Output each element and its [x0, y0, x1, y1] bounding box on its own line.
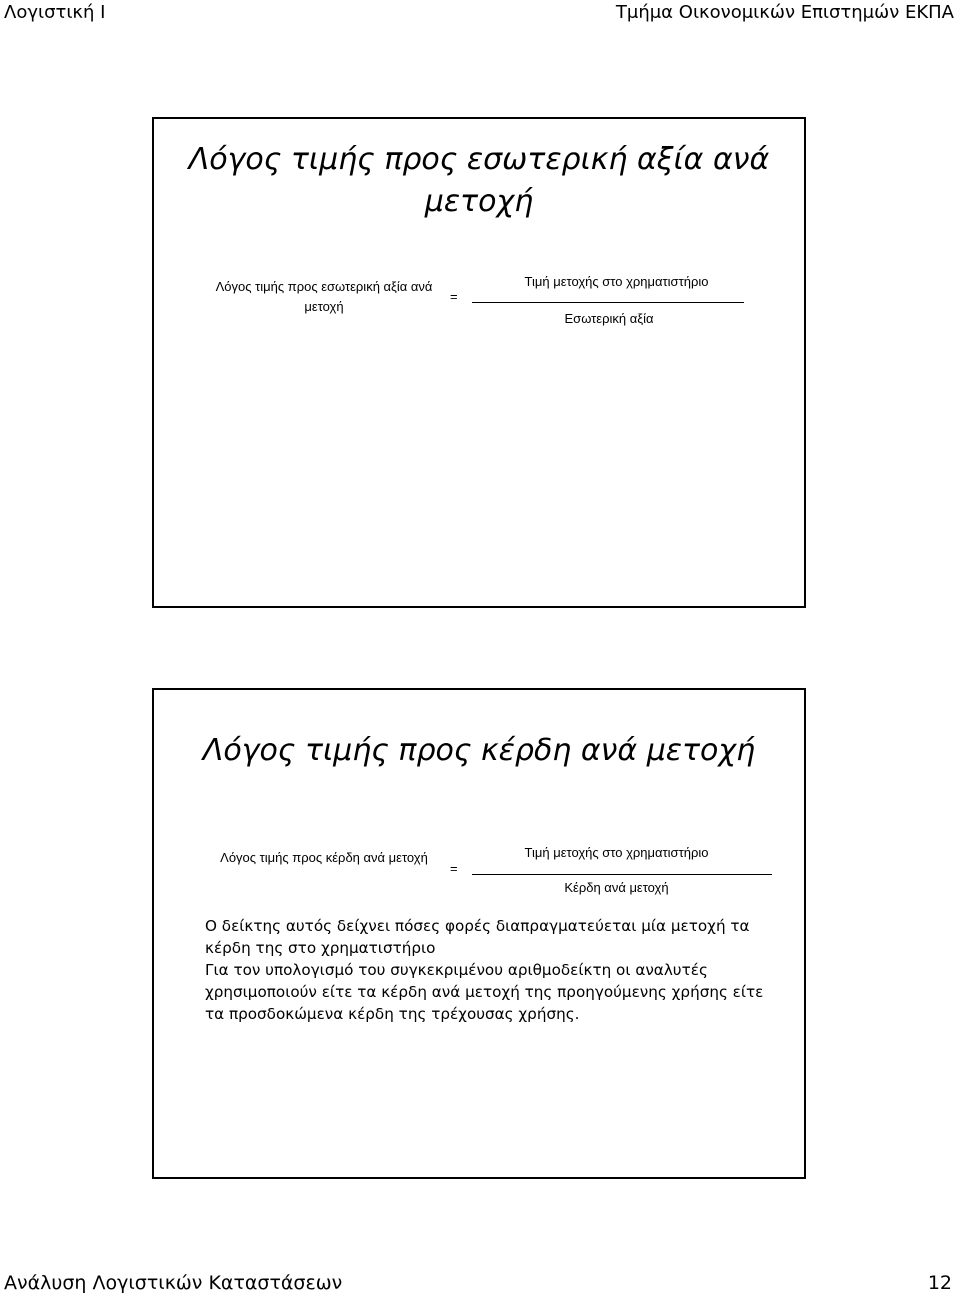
- formula-equals: =: [450, 861, 458, 876]
- page-header-department: Τμήμα Οικονομικών Επιστημών ΕΚΠΑ: [615, 2, 954, 23]
- formula-numerator: Τιμή μετοχής στο χρηματιστήριο: [524, 845, 709, 860]
- formula-equals: =: [450, 289, 458, 304]
- formula-lhs: Λόγος τιμής προς κέρδη ανά μετοχή: [220, 850, 428, 865]
- page-footer-title: Ανάλυση Λογιστικών Καταστάσεων: [4, 1272, 343, 1294]
- slide-title: Λόγος τιμής προς κέρδη ανά μετοχή: [202, 733, 756, 768]
- fraction-line: [472, 874, 772, 875]
- slide-title: Λόγος τιμής προς εσωτερική αξία ανά μετοχή: [188, 142, 770, 219]
- page-header-course: Λογιστική Ι: [4, 2, 106, 23]
- formula-denominator: Εσωτερική αξία: [564, 311, 654, 326]
- slide-body-text: [205, 915, 785, 1025]
- paragraph-definition: Ο δείκτης αυτός δείχνει πόσες φορές διαπραγματεύεται μία μετοχή τα κέρδη της στο χρηματιστήριο: [205, 917, 750, 957]
- slide-price-to-book: [152, 117, 806, 608]
- fraction-line: [472, 302, 744, 303]
- formula-denominator: Κέρδη ανά μετοχή: [564, 880, 669, 895]
- formula-numerator: Τιμή μετοχής στο χρηματιστήριο: [524, 274, 709, 289]
- page-number: 12: [927, 1272, 952, 1294]
- formula-lhs: Λόγος τιμής προς εσωτερική αξία ανά μετοχή: [215, 279, 433, 314]
- slide-price-to-earnings: [152, 688, 806, 1179]
- paragraph-calculation: Για τον υπολογισμό του συγκεκριμένου αριθμοδείκτη οι αναλυτές χρησιμοποιούν είτε τα κέρδη ανά μετοχή της προηγούμενης χρήσης είτε τα προσδοκώμενα κέρδη της τρέχουσας χρήσης.: [205, 961, 764, 1023]
